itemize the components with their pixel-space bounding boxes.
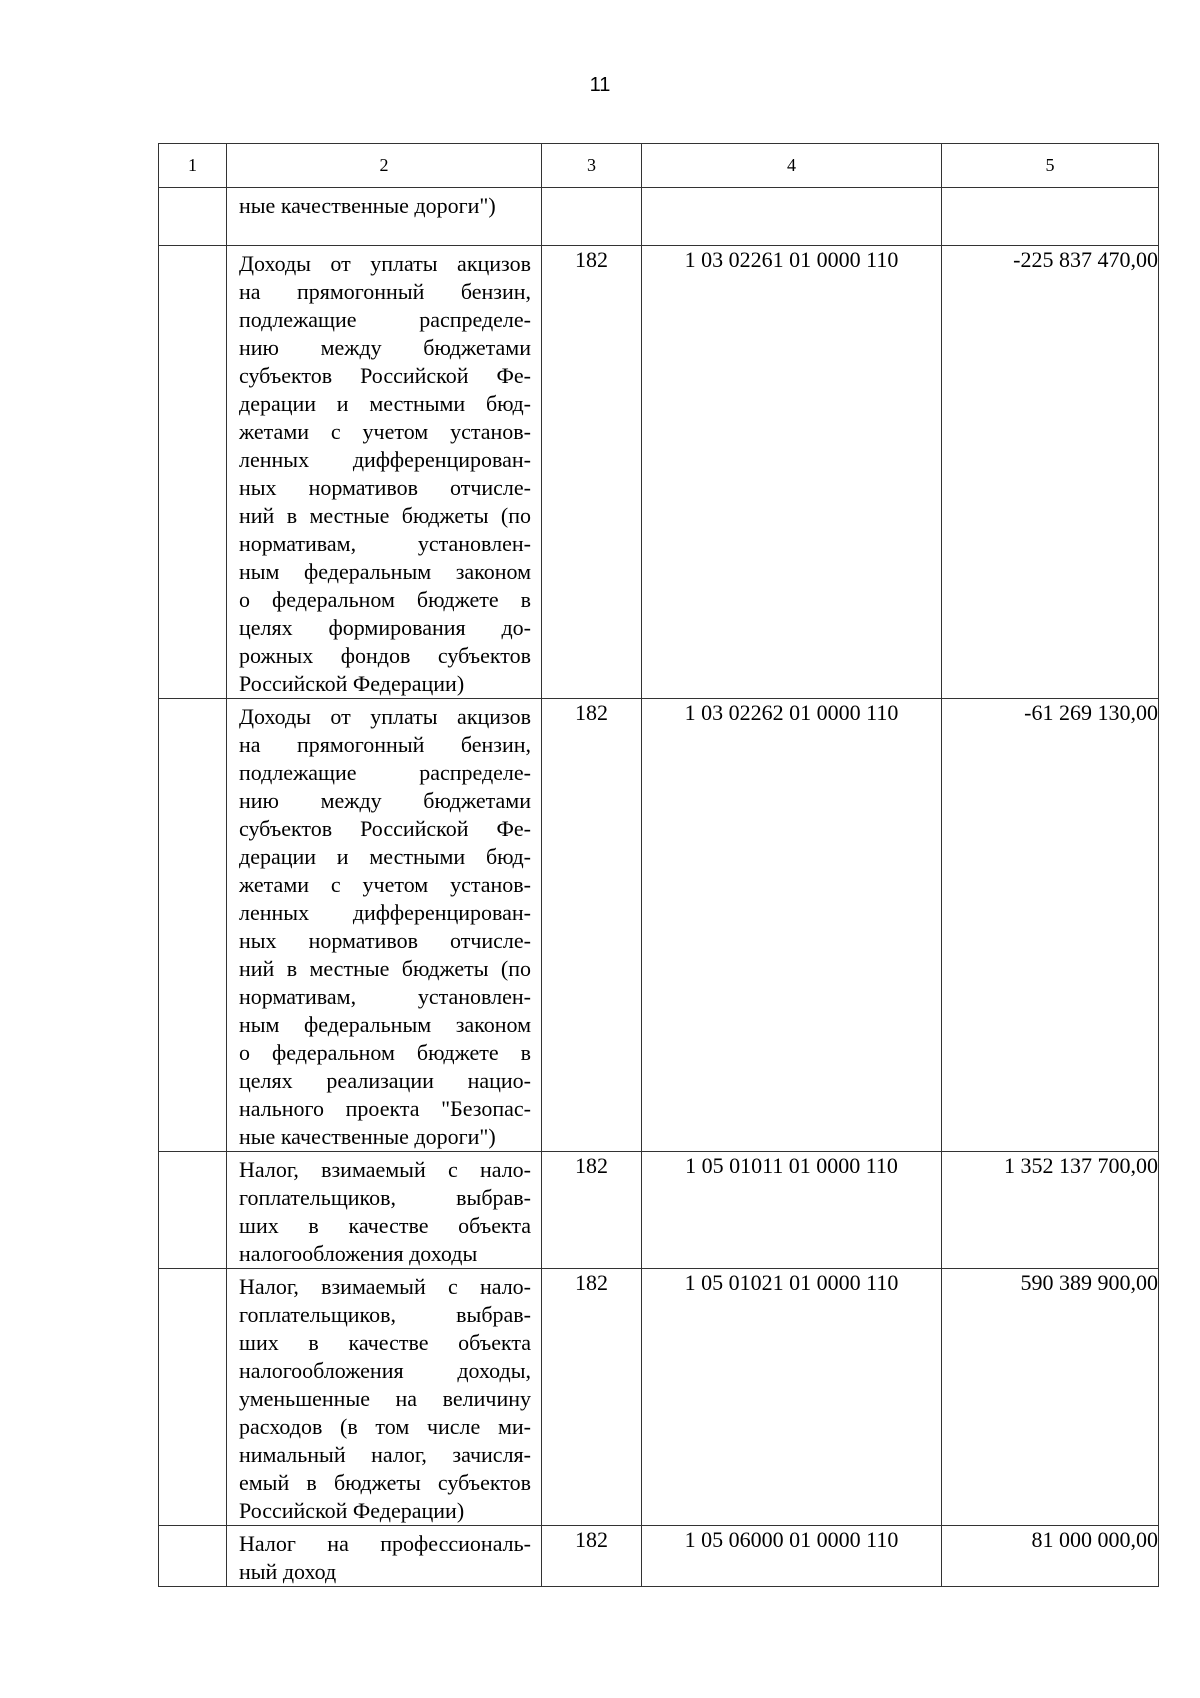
row-number-cell (159, 1269, 227, 1526)
description-line: гоплательщиков, выбрав- (239, 1302, 531, 1327)
budget-code-cell: 1 05 06000 01 0000 110 (642, 1526, 942, 1587)
description-line: целях реализации нацио- (239, 1068, 531, 1093)
admin-code-cell: 182 (542, 1526, 642, 1587)
description-line: на прямогонный бензин, (239, 732, 531, 757)
budget-code-cell: 1 05 01021 01 0000 110 (642, 1269, 942, 1526)
description-line: целях формирования до- (239, 615, 531, 640)
budget-code-cell (642, 188, 942, 246)
description-line: Налог, взимаемый с нало- (239, 1274, 531, 1299)
amount-cell: 1 352 137 700,00 (942, 1152, 1159, 1269)
description-line: Российской Федерации) (239, 671, 465, 696)
table-row (159, 1269, 1159, 1526)
description-line: нимальный налог, зачисля- (239, 1442, 531, 1467)
description-line: Доходы от уплаты акцизов (239, 251, 531, 276)
row-number-cell (159, 1152, 227, 1269)
description-line: Налог на профессиональ- (239, 1531, 531, 1556)
description-line: расходов (в том числе ми- (239, 1414, 531, 1439)
description-line: ным федеральным законом (239, 1012, 531, 1037)
header-col-4: 4 (642, 144, 942, 188)
description-cell (227, 699, 542, 1152)
header-col-3: 3 (542, 144, 642, 188)
table-row (159, 699, 1159, 1152)
description-line: Налог, взимаемый с нало- (239, 1157, 531, 1182)
table-row (159, 1526, 1159, 1587)
description-line: нормативам, установлен- (239, 984, 531, 1009)
description-line: налогообложения доходы (239, 1241, 478, 1266)
amount-cell: 590 389 900,00 (942, 1269, 1159, 1526)
description-line: ленных дифференцирован- (239, 900, 531, 925)
description-line: ным федеральным законом (239, 559, 531, 584)
description-line: нормативам, установлен- (239, 531, 531, 556)
description-line: субъектов Российской Фе- (239, 816, 531, 841)
amount-cell: 81 000 000,00 (942, 1526, 1159, 1587)
description-line: уменьшенные на величину (239, 1386, 531, 1411)
description-line: ных нормативов отчисле- (239, 928, 531, 953)
description-line: нию между бюджетами (239, 335, 531, 360)
description-line: ный доход (239, 1559, 337, 1584)
budget-code-cell: 1 05 01011 01 0000 110 (642, 1152, 942, 1269)
description-line: на прямогонный бензин, (239, 279, 531, 304)
description-line: дерации и местными бюд- (239, 844, 531, 869)
budget-code-cell: 1 03 02261 01 0000 110 (642, 246, 942, 699)
description-line: Российской Федерации) (239, 1498, 465, 1523)
row-number-cell (159, 699, 227, 1152)
description-line: о федеральном бюджете в (239, 587, 531, 612)
admin-code-cell (542, 188, 642, 246)
description-cell (227, 1526, 542, 1587)
description-line: ших в качестве объекта (239, 1330, 531, 1355)
description-line: ленных дифференцирован- (239, 447, 531, 472)
amount-cell: -61 269 130,00 (942, 699, 1159, 1152)
description-line: гоплательщиков, выбрав- (239, 1185, 531, 1210)
table-header-row (159, 144, 1159, 188)
description-line: емый в бюджеты субъектов (239, 1470, 531, 1495)
budget-code-cell: 1 03 02262 01 0000 110 (642, 699, 942, 1152)
description-cell (227, 1152, 542, 1269)
description-line: налогообложения доходы, (239, 1358, 531, 1383)
revenue-table (158, 143, 1159, 1587)
description-line: подлежащие распределе- (239, 307, 531, 332)
description-line: ний в местные бюджеты (по (239, 956, 531, 981)
amount-cell (942, 188, 1159, 246)
header-col-2: 2 (227, 144, 542, 188)
description-line: нию между бюджетами (239, 788, 531, 813)
description-line: жетами с учетом установ- (239, 872, 531, 897)
admin-code-cell: 182 (542, 699, 642, 1152)
header-col-5: 5 (942, 144, 1159, 188)
description-line: ные качественные дороги") (239, 193, 496, 218)
description-cell (227, 188, 542, 246)
description-line: подлежащие распределе- (239, 760, 531, 785)
description-line: дерации и местными бюд- (239, 391, 531, 416)
admin-code-cell: 182 (542, 1269, 642, 1526)
description-line: субъектов Российской Фе- (239, 363, 531, 388)
description-line: жетами с учетом установ- (239, 419, 531, 444)
row-number-cell (159, 1526, 227, 1587)
admin-code-cell: 182 (542, 246, 642, 699)
admin-code-cell: 182 (542, 1152, 642, 1269)
table-row (159, 188, 1159, 246)
description-line: ных нормативов отчисле- (239, 475, 531, 500)
page-number: 11 (589, 74, 611, 96)
table-row (159, 246, 1159, 699)
row-number-cell (159, 246, 227, 699)
header-col-1: 1 (159, 144, 227, 188)
description-line: нального проекта "Безопас- (239, 1096, 531, 1121)
description-cell (227, 1269, 542, 1526)
row-number-cell (159, 188, 227, 246)
description-line: ные качественные дороги") (239, 1124, 496, 1149)
description-line: о федеральном бюджете в (239, 1040, 531, 1065)
amount-cell: -225 837 470,00 (942, 246, 1159, 699)
description-line: ших в качестве объекта (239, 1213, 531, 1238)
description-line: Доходы от уплаты акцизов (239, 704, 531, 729)
table-row (159, 1152, 1159, 1269)
description-cell (227, 246, 542, 699)
description-line: рожных фондов субъектов (239, 643, 531, 668)
description-line: ний в местные бюджеты (по (239, 503, 531, 528)
